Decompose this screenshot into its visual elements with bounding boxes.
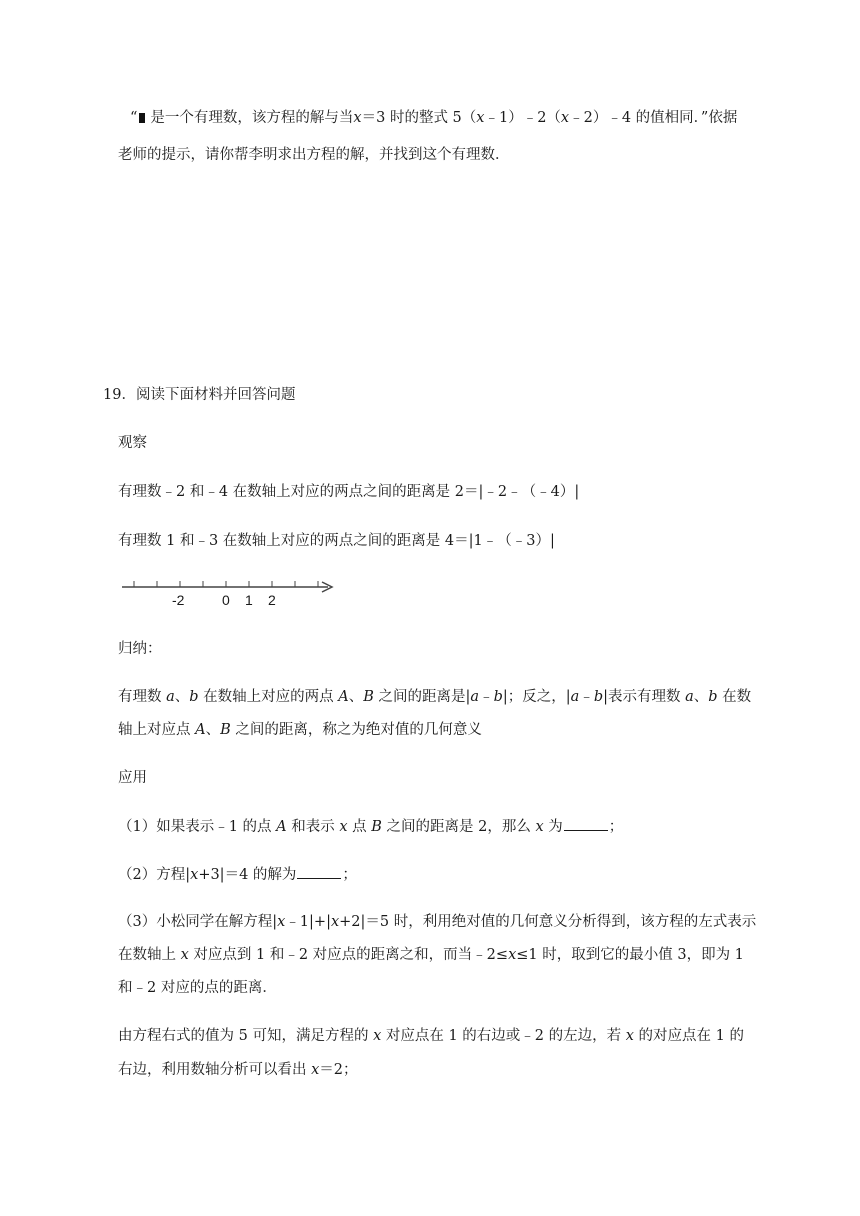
- answer-blank-2[interactable]: [297, 864, 341, 879]
- problem-1: （1）如果表示﹣1 的点 A 和表示 x 点 B 之间的距离是 2，那么 x 为 ；: [118, 816, 623, 837]
- tick-label-1: 1: [245, 592, 253, 608]
- q19-title: 19．阅读下面材料并回答问题: [103, 387, 296, 403]
- observation-2: 有理数 1 和﹣3 在数轴上对应的两点之间的距离是 4＝|1﹣（﹣3）|: [118, 533, 555, 549]
- problem-3-cont-line-1: 由方程右式的值为 5 可知，满足方程的 x 对应点在 1 的右边或﹣2 的左边，若 x 的对应点在 1 的: [118, 1028, 744, 1044]
- number-line-ticks: [134, 581, 318, 587]
- observation-1: 有理数﹣2 和﹣4 在数轴上对应的两点之间的距离是 2＝|﹣2﹣（﹣4）|: [118, 484, 580, 500]
- induce-heading: 归纳：: [118, 641, 162, 657]
- problem-2: （2）方程|x+3|＝4 的解为 ；: [118, 864, 357, 885]
- problem-3-line-2: 在数轴上 x 对应点到 1 和﹣2 对应点的距离之和，而当﹣2≤x≤1 时，取到它的最小值 3，即为 1: [118, 947, 744, 963]
- tick-label-minus-2: -2: [172, 592, 185, 608]
- observe-heading: 观察: [118, 435, 147, 451]
- problem-3-cont-line-2: 右边，利用数轴分析可以看出 x＝2；: [118, 1062, 358, 1078]
- number-line-figure: [120, 572, 340, 608]
- problem-3-line-3: 和﹣2 对应的点的距离．: [118, 980, 277, 996]
- q18-hint-line-2: 老师的提示，请你帮李明求出方程的解，并找到这个有理数．: [118, 147, 510, 163]
- tick-label-0: 0: [222, 592, 230, 608]
- q18-hint-line-1: “ 是一个有理数，该方程的解与当x＝3 时的整式 5（x﹣1）﹣2（x﹣2）﹣4 的值相同．”依据: [130, 110, 738, 126]
- quote-open: “: [130, 110, 138, 126]
- induce-line-1: 有理数 a、b 在数轴上对应的两点 A、B 之间的距离是|a﹣b|；反之，|a﹣b|表示有理数 a、b 在数: [118, 689, 752, 705]
- problem-3-line-1: （3）小松同学在解方程|x﹣1|+|x+2|＝5 时，利用绝对值的几何意义分析得到，该方程的左式表示: [118, 914, 757, 930]
- apply-heading: 应用: [118, 770, 147, 786]
- induce-line-2: 轴上对应点 A、B 之间的距离，称之为绝对值的几何意义: [118, 722, 482, 738]
- unknown-number-box: [139, 113, 145, 123]
- answer-blank-1[interactable]: [564, 816, 608, 831]
- tick-label-2: 2: [268, 592, 276, 608]
